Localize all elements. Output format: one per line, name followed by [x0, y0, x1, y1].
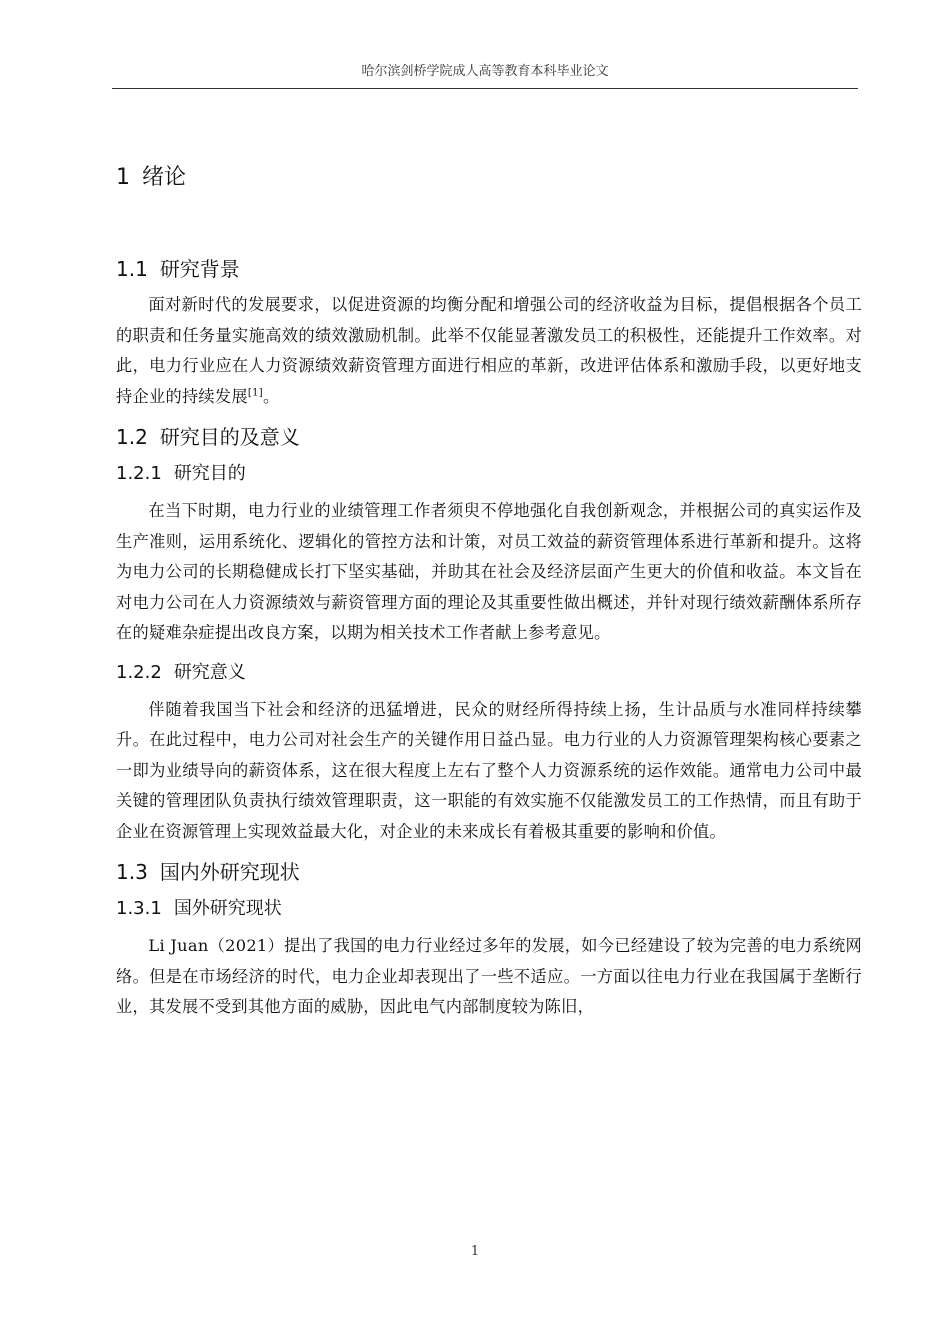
paragraph-significance: 伴随着我国当下社会和经济的迅猛增进，民众的财经所得持续上扬，生计品质与水准同样持续攀升。在此过程中，电力公司对社会生产的关键作用日益凸显。电力行业的人力资源管理架构核心要素之一即为业绩导向的薪资体系，这在很大程度上左右了整个人力资源系统的运作效能。通常电力公司中最关键的管理团队负责执行绩效管理职责，这一职能的有效实施不仅能激发员工的工作热情，而且有助于企业在资源管理上实现效益最大化，对企业的未来成长有着极其重要的影响和价值。 [116, 699, 862, 841]
paragraph-purpose: 在当下时期，电力行业的业绩管理工作者须臾不停地强化自我创新观念，并根据公司的真实运作及生产准则，运用系统化、逻辑化的管控方法和计策，对员工效益的薪资管理体系进行革新和提升。这将为电力公司的长期稳健成长打下坚实基础，并助其在社会及经济层面产生更大的价值和收益。本文旨在对电力公司在人力资源绩效与薪资管理方面的理论及其重要性做出概述，并针对现行绩效薪酬体系所存在的疑难杂症提出改良方案，以期为相关技术工作者献上参考意见。 [116, 501, 862, 642]
section-title: 研究背景 [159, 257, 240, 281]
section-title: 研究目的及意义 [159, 425, 300, 449]
subsection-heading-1-2-1 [116, 458, 862, 490]
section-number: 1.1 [116, 257, 148, 281]
page-number: 1 [470, 1244, 480, 1259]
subsection-number: 1.2.2 [116, 661, 162, 683]
citation: [1] [247, 387, 263, 399]
subsection-heading-1-2-2 [116, 657, 862, 689]
section-heading-1-2 [116, 420, 862, 454]
section-heading-1-3 [116, 855, 862, 889]
subsection-title: 研究目的 [173, 463, 246, 484]
paragraph-end: 。 [262, 386, 280, 406]
subsection-title: 研究意义 [173, 661, 246, 683]
document-body [116, 160, 862, 1031]
chapter-title: 绪论 [142, 165, 187, 190]
section-number: 1.3 [116, 860, 148, 884]
header-title: 哈尔滨剑桥学院成人高等教育本科毕业论文 [361, 64, 609, 79]
paragraph-text: 面对新时代的发展要求，以促进资源的均衡分配和增强公司的经济收益为目标，提倡根据各个员工的职责和任务量实施高效的绩效激励机制。此举不仅能显著激发员工的积极性，还能提升工作效率。对此，电力行业应在人力资源绩效薪资管理方面进行相应的革新，改进评估体系和激励手段，以更好地支持企业的持续发展 [116, 295, 862, 406]
subsection-title: 国外研究现状 [173, 898, 282, 919]
paragraph-background [116, 290, 862, 412]
section-title: 国内外研究现状 [159, 860, 300, 884]
section-number: 1.2 [116, 425, 148, 449]
subsection-number: 1.2.1 [116, 463, 162, 484]
chapter-heading [116, 160, 862, 196]
page-header [112, 62, 858, 89]
subsection-heading-1-3-1 [116, 893, 862, 925]
paragraph-foreign-research: Li Juan（2021）提出了我国的电力行业经过多年的发展，如今已经建设了较为完善的电力系统网络。但是在市场经济的时代，电力企业却表现出了一些不适应。一方面以往电力行业在我国属于垄断行业，其发展不受到其他方面的威胁，因此电气内部制度较为陈旧， [116, 936, 862, 1016]
chapter-number: 1 [116, 165, 130, 190]
subsection-number: 1.3.1 [116, 898, 162, 919]
section-heading-1-1 [116, 252, 862, 286]
